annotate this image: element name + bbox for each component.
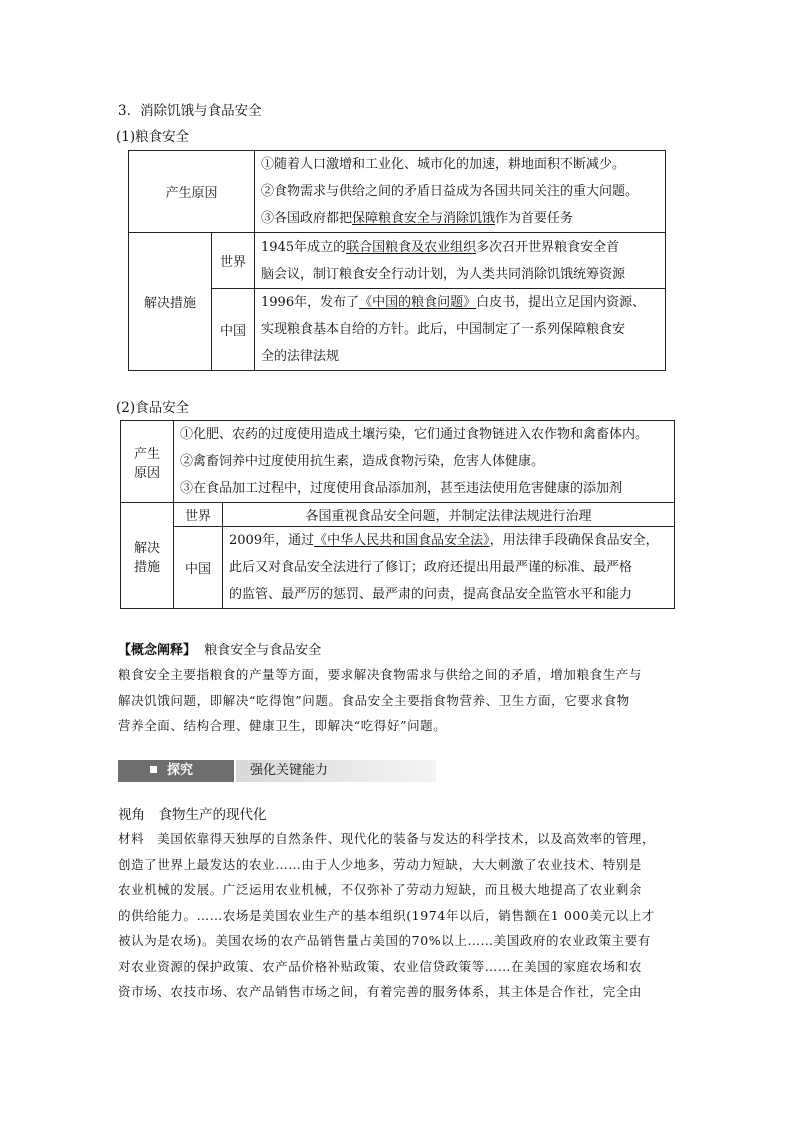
banner-explore-label: 探究 bbox=[167, 763, 194, 778]
cause-cell bbox=[255, 151, 666, 233]
cause-label-2: 原因 bbox=[133, 465, 160, 481]
china-line: 2009年，通过《中华人民共和国食品安全法》，用法律手段确保食品安全， bbox=[229, 533, 659, 548]
world-cell: 各国重视食品安全问题，并制定法律法规进行治理 bbox=[223, 503, 675, 527]
cause-cell bbox=[174, 421, 675, 503]
cause-line: ②禽畜饲养中过度使用抗生素，造成食物污染，危害人体健康。 bbox=[180, 454, 545, 469]
concept-line: 解决饥饿问题，即解决“吃得饱”问题。食品安全主要指食物营养、卫生方面，它要求食物 bbox=[118, 692, 630, 708]
material-line: 创造了世界上最发达的农业……由于人少地多，劳动力短缺，大大刺激了农业技术、特别是 bbox=[118, 856, 643, 872]
grain-security-title: (1)粮食安全 bbox=[116, 129, 190, 145]
world-line: 脑会议，制订粮食安全行动计划，为人类共同消除饥饿统筹资源 bbox=[261, 266, 626, 282]
world-cell bbox=[255, 233, 666, 289]
china-cell bbox=[223, 527, 675, 609]
section-title: 3．消除饥饿与食品安全 bbox=[118, 103, 262, 119]
square-icon bbox=[150, 766, 157, 773]
china-line: 实现粮食基本自给的方针。此后，中国制定了一系列保障粮食安 bbox=[261, 322, 626, 337]
concept-paragraph bbox=[118, 662, 680, 739]
cause-label-1: 产生 bbox=[133, 446, 160, 462]
world-label: 世界 bbox=[212, 233, 255, 289]
material-line: 农业机械的发展。广泛运用农业机械，不仅弥补了劳动力短缺，而且极大地提高了农业剩余 bbox=[118, 882, 643, 897]
measure-label-2: 措施 bbox=[133, 559, 160, 575]
banner-explore bbox=[118, 760, 234, 782]
view-title: 视角 食物生产的现代化 bbox=[118, 807, 267, 823]
food-safety-title: (2)食品安全 bbox=[116, 400, 190, 416]
china-line: 的监管、最严厉的惩罚、最严肃的问责，提高食品安全监管水平和能力 bbox=[229, 587, 633, 602]
measure-label: 解决措施 bbox=[129, 233, 212, 371]
cause-line: ③各国政府都把保障粮食安全与消除饥饿作为首要任务 bbox=[261, 211, 574, 226]
measure-label bbox=[121, 503, 174, 609]
cause-line: ③在食品加工过程中，过度使用食品添加剂，甚至违法使用危害健康的添加剂 bbox=[180, 481, 623, 496]
cause-label bbox=[121, 421, 174, 503]
measure-label-1: 解决 bbox=[133, 540, 160, 556]
world-label: 世界 bbox=[174, 503, 223, 527]
china-line: 全的法律法规 bbox=[261, 349, 340, 364]
concept-line: 粮食安全主要指粮食的产量等方面，要求解决食物需求与供给之间的矛盾，增加粮食生产与 bbox=[118, 667, 643, 682]
concept-title: 粮食安全与食品安全 bbox=[204, 643, 322, 658]
china-cell bbox=[255, 289, 666, 371]
banner-skill-label: 强化关键能力 bbox=[250, 763, 329, 778]
material-paragraph bbox=[118, 826, 680, 1005]
china-label: 中国 bbox=[212, 289, 255, 371]
cause-label: 产生原因 bbox=[129, 151, 255, 233]
cause-line: ①随着人口激增和工业化、城市化的加速，耕地面积不断减少。 bbox=[261, 157, 626, 172]
china-label: 中国 bbox=[174, 527, 223, 609]
material-line: 对农业资源的保护政策、农产品价格补贴政策、农业信贷政策等……在美国的家庭农场和农 bbox=[118, 958, 643, 974]
banner-skill bbox=[236, 760, 436, 782]
material-line: 资市场、农技市场、农产品销售市场之间，有着完善的服务体系，其主体是合作社，完全由 bbox=[118, 984, 643, 999]
material-line: 被认为是农场)。美国农场的农产品销售量占美国的70%以上……美国政府的农业政策主要有 bbox=[118, 933, 651, 948]
grain-security-table bbox=[128, 150, 666, 371]
cause-line: ①化肥、农药的过度使用造成土壤污染，它们通过食物链进入农作物和禽畜体内。 bbox=[180, 427, 649, 442]
concept-line: 营养全面、结构合理、健康卫生，即解决“吃得好”问题。 bbox=[118, 718, 447, 733]
world-line: 1945年成立的联合国粮食及农业组织多次召开世界粮食安全首 bbox=[261, 239, 620, 255]
concept-heading bbox=[118, 639, 321, 658]
china-line: 1996年，发布了《中国的粮食问题》白皮书，提出立足国内资源、 bbox=[261, 295, 646, 310]
china-line: 此后又对食品安全法进行了修订；政府还提出用最严谨的标准、最严格 bbox=[229, 560, 633, 575]
material-line: 的供给能力。……农场是美国农业生产的基本组织(1974年以后，销售额在1 000美元以上才 bbox=[118, 907, 655, 923]
food-safety-table bbox=[120, 420, 675, 609]
section-banner bbox=[118, 760, 432, 782]
concept-tag: 【概念阐释】 bbox=[118, 643, 197, 658]
cause-line: ②食物需求与供给之间的矛盾日益成为各国共同关注的重大问题。 bbox=[261, 184, 639, 199]
material-line: 材料 美国依靠得天独厚的自然条件、现代化的装备与发达的科学技术，以及高效率的管理， bbox=[118, 831, 656, 846]
